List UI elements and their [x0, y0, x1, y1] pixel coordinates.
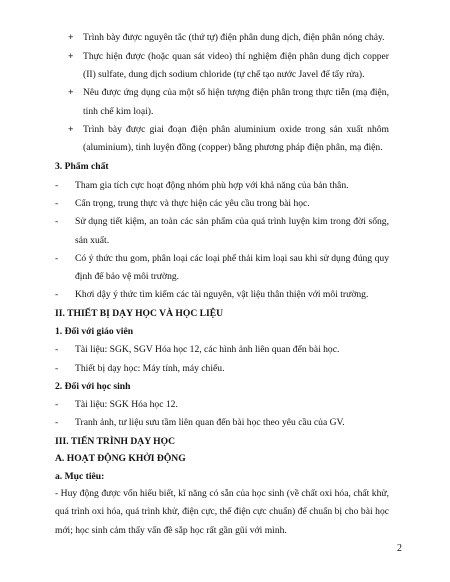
- quality-line: Cẩn trọng, trung thực và thực hiện các yêu cầu trong bài học.: [75, 198, 310, 209]
- page-number: 2: [397, 543, 402, 554]
- dash-bullet: -: [55, 180, 59, 191]
- quality-line: Tham gia tích cực hoạt động nhóm phù hợp với khả năng của bản thân.: [75, 180, 349, 191]
- competency-line: Trình bày được nguyên tắc (thứ tự) điện phân dung dịch, điện phân nóng chảy.: [83, 32, 385, 43]
- activity-heading: A. HOẠT ĐỘNG KHỞI ĐỘNG: [55, 453, 186, 464]
- competency-line: Trình bày được giai đoạn điện phân aluminium oxide trong sản xuất nhôm: [83, 124, 389, 135]
- competency-line: Nêu được ứng dụng của một số hiện tượng điện phân trong thực tiễn (mạ điện,: [83, 87, 389, 98]
- section-heading-qualities: 3. Phẩm chất: [55, 161, 109, 172]
- plus-bullet: +: [68, 87, 74, 98]
- section-heading-process: III. TIẾN TRÌNH DẠY HỌC: [55, 436, 176, 447]
- teacher-item: Tài liệu: SGK, SGV Hóa học 12, các hình ảnh liên quan đến bài học.: [75, 344, 340, 355]
- student-item: Tranh ảnh, tư liệu sưu tầm liên quan đến bài học theo yêu cầu của GV.: [75, 417, 345, 428]
- plus-bullet: +: [68, 124, 74, 135]
- competency-line: (aluminium), tinh luyện đồng (copper) bằng phương pháp điện phân, mạ điện.: [83, 142, 383, 153]
- dash-bullet: -: [55, 344, 59, 355]
- dash-bullet: -: [55, 417, 59, 428]
- dash-bullet: -: [55, 253, 59, 264]
- objective-line: - Huy động được vốn hiểu biết, kĩ năng có sẵn của học sinh (về chất oxi hóa, chất khử,: [55, 488, 389, 499]
- subheading-teacher: 1. Đối với giáo viên: [55, 326, 134, 337]
- section-heading-equipment: II. THIẾT BỊ DẠY HỌC VÀ HỌC LIỆU: [55, 308, 224, 319]
- competency-line: Thực hiện được (hoặc quan sát video) thí nghiệm điện phân dung dịch copper: [83, 51, 389, 62]
- competency-line: tinh chế kim loại).: [83, 106, 154, 117]
- objective-heading: a. Mục tiêu:: [55, 471, 105, 482]
- dash-bullet: -: [55, 198, 59, 209]
- dash-bullet: -: [55, 363, 59, 374]
- quality-line: định để bảo vệ môi trường.: [75, 271, 180, 282]
- objective-line: mới; học sinh cảm thấy vấn đề sắp học rất gần gũi với mình.: [55, 525, 287, 536]
- quality-line: sản xuất.: [75, 235, 110, 246]
- dash-bullet: -: [55, 289, 59, 300]
- competency-line: (II) sulfate, dung dịch sodium chloride (tự chế tạo nước Javel để tẩy rửa).: [83, 69, 365, 80]
- quality-line: Sử dụng tiết kiệm, an toàn các sản phẩm của quá trình luyện kim trong đời sống,: [75, 216, 389, 227]
- dash-bullet: -: [55, 399, 59, 410]
- dash-bullet: -: [55, 216, 59, 227]
- plus-bullet: +: [68, 32, 74, 43]
- plus-bullet: +: [68, 51, 74, 62]
- student-item: Tài liệu: SGK Hóa học 12.: [75, 399, 178, 410]
- objective-line: quá trình oxi hóa, quá trình khử, điện cực, thế điện cực chuẩn) để chuẩn bị cho bài học: [55, 506, 389, 517]
- quality-line: Khơi dậy ý thức tìm kiếm các tài nguyên, vật liệu thân thiện với môi trường.: [75, 289, 369, 300]
- teacher-item: Thiết bị dạy học: Máy tính, máy chiếu.: [75, 363, 225, 374]
- subheading-student: 2. Đối với học sinh: [55, 381, 131, 392]
- quality-line: Có ý thức thu gom, phân loại các loại phế thải kim loại sau khi sử dụng đúng quy: [75, 253, 389, 264]
